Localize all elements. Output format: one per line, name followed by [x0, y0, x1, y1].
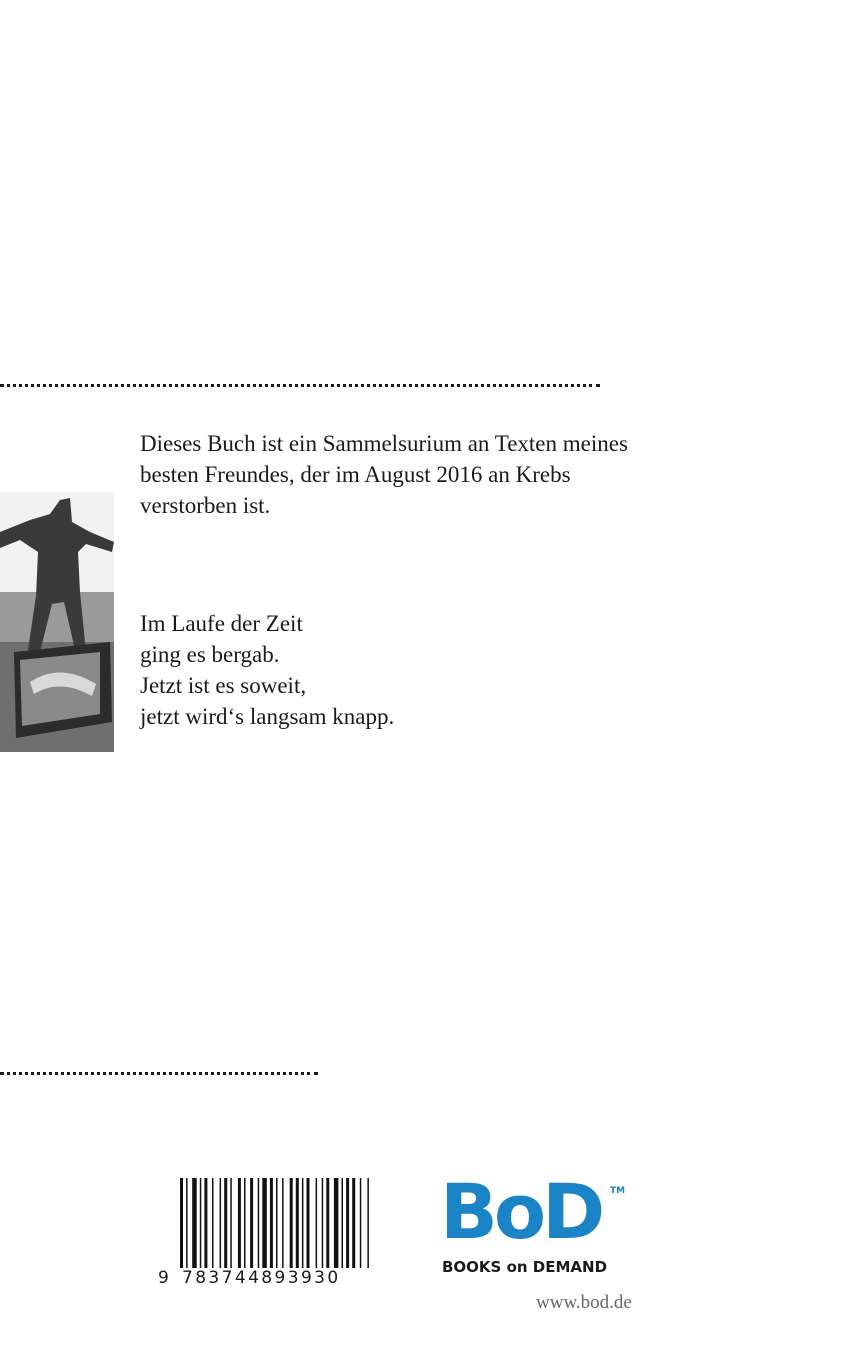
top-dotted-divider [0, 384, 600, 387]
barcode-bar [282, 1178, 284, 1268]
barcode-bar [250, 1178, 253, 1268]
barcode-bar [352, 1178, 355, 1268]
logo-wordmark: BoD [440, 1167, 602, 1256]
barcode-bar [270, 1178, 273, 1268]
barcode-bar [244, 1178, 246, 1268]
poem-excerpt [140, 608, 540, 732]
barcode-bar [307, 1178, 310, 1268]
barcode-bar [224, 1178, 227, 1268]
barcode-bar [290, 1178, 293, 1268]
poem-line: jetzt wird‘s langsam knapp. [140, 704, 395, 729]
barcode-bar [238, 1178, 241, 1268]
barcode-digit-group: 783744893930 [180, 1268, 388, 1288]
publisher-tagline: BOOKS on DEMAND [442, 1258, 608, 1276]
barcode-bar [334, 1178, 339, 1268]
barcode-number [158, 1266, 388, 1290]
description-line: Dieses Buch ist ein Sammelsurium an Texten meines [140, 431, 628, 456]
barcode-first-digit: 9 [158, 1268, 169, 1288]
barcode-bar [316, 1178, 318, 1268]
photo-illustration [0, 492, 114, 752]
barcode-bar [346, 1178, 349, 1268]
barcode-bar [367, 1178, 369, 1278]
barcode-bar [204, 1178, 207, 1268]
publisher-logo [440, 1167, 626, 1282]
barcode-bar [302, 1178, 304, 1268]
isbn-barcode [158, 1178, 388, 1290]
barcode-bar [360, 1178, 362, 1268]
barcode-bar [296, 1178, 299, 1268]
description-line: besten Freundes, der im August 2016 an Krebs [140, 462, 571, 487]
barcode-bar [276, 1178, 278, 1268]
barcode-bar [342, 1178, 344, 1268]
barcode-bar [212, 1178, 214, 1268]
barcode-bar [230, 1178, 232, 1268]
author-photo [0, 492, 114, 752]
publisher-url: www.bod.de [536, 1292, 632, 1313]
barcode-bar [258, 1178, 260, 1268]
barcode-bar [322, 1178, 324, 1268]
barcode-bars [158, 1178, 388, 1278]
bottom-dotted-divider [0, 1072, 318, 1075]
barcode-bar [180, 1178, 183, 1278]
barcode-bar [186, 1178, 188, 1278]
description-line: verstorben ist. [140, 493, 271, 518]
trademark-symbol: TM [610, 1186, 626, 1196]
barcode-bar [192, 1178, 197, 1268]
poem-line: Jetzt ist es soweit, [140, 673, 307, 698]
poem-line: ging es bergab. [140, 642, 280, 667]
book-description [140, 428, 740, 521]
barcode-bar [220, 1178, 222, 1268]
barcode-bar [200, 1178, 202, 1268]
barcode-bar [262, 1178, 267, 1268]
barcode-bar [326, 1178, 329, 1268]
poem-line: Im Laufe der Zeit [140, 611, 303, 636]
